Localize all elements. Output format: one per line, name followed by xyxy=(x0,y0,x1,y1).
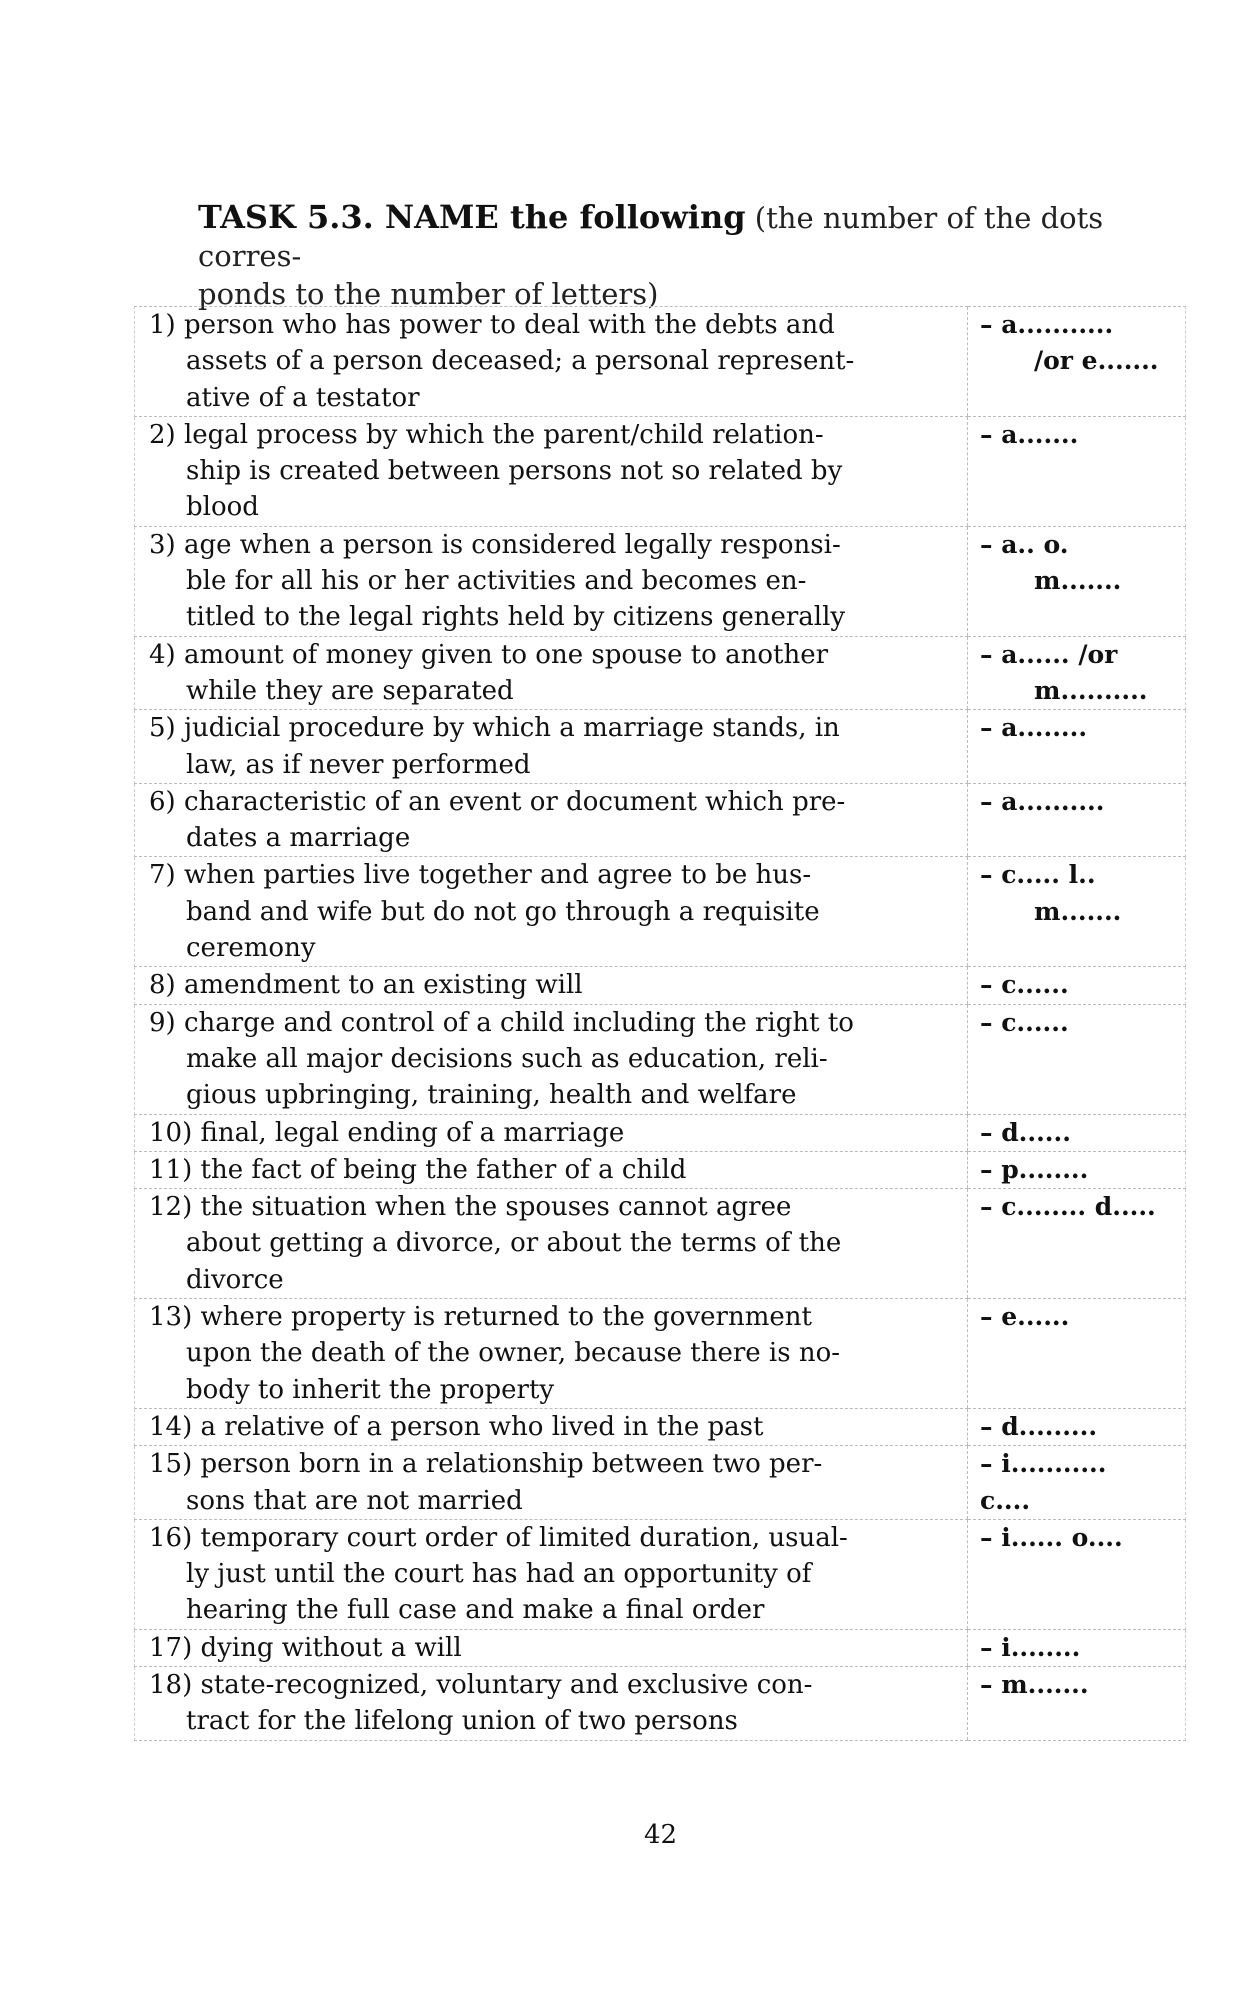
definition-line: titled to the legal rights held by citizens generally xyxy=(186,602,846,633)
answer-hint: – c........ d..... xyxy=(980,1192,1156,1222)
definition-cell xyxy=(135,1629,968,1666)
definition-text: the situation when the spouses cannot agree xyxy=(200,1192,792,1223)
item-number: 10) xyxy=(149,1117,193,1148)
definition-first-line xyxy=(149,710,967,746)
definition-cell xyxy=(135,1189,968,1299)
definition-text: state-recognized, voluntary and exclusive con- xyxy=(200,1669,813,1700)
item-number: 9) xyxy=(149,1007,176,1038)
definition-cell xyxy=(135,710,968,784)
definition-text: judicial procedure by which a marriage stands, in xyxy=(183,713,840,744)
item-number: 12) xyxy=(149,1192,193,1223)
answer-hint: /or e....... xyxy=(1034,346,1159,376)
definition-line: sons that are not married xyxy=(186,1485,523,1516)
table-row xyxy=(135,1519,1186,1629)
answer-hint: – m....... xyxy=(980,1669,1089,1699)
answer-cell xyxy=(968,783,1186,857)
definition-line: body to inherit the property xyxy=(186,1374,555,1405)
table-row xyxy=(135,1666,1186,1740)
item-number: 11) xyxy=(149,1154,193,1185)
definition-text: the fact of being the father of a child xyxy=(200,1154,687,1185)
definition-line: ly just until the court has had an opportunity of xyxy=(186,1559,812,1590)
definition-line: dates a marriage xyxy=(186,823,411,854)
definition-text: characteristic of an event or document which pre- xyxy=(183,786,846,817)
definition-first-line xyxy=(149,1005,967,1041)
item-number: 2) xyxy=(149,419,176,450)
definition-cell xyxy=(135,1519,968,1629)
answer-hint: – c...... xyxy=(980,970,1069,1000)
definition-cell xyxy=(135,1446,968,1520)
table-row xyxy=(135,1004,1186,1114)
answer-cell xyxy=(968,1446,1186,1520)
definition-text: where property is returned to the government xyxy=(200,1302,812,1333)
definition-text: charge and control of a child including the right to xyxy=(183,1007,854,1038)
item-number: 13) xyxy=(149,1302,193,1333)
table-row xyxy=(135,526,1186,636)
answer-hint: – i........ xyxy=(980,1632,1081,1662)
definition-line: divorce xyxy=(186,1264,284,1295)
answer-hint: – a........... xyxy=(980,310,1114,339)
table-row xyxy=(135,857,1186,967)
definition-line: blood xyxy=(186,492,259,523)
answer-cell xyxy=(968,1408,1186,1445)
answer-hint: – c..... l.. xyxy=(980,860,1096,890)
definition-text: a relative of a person who lived in the past xyxy=(200,1411,764,1442)
answer-hint: m.......... xyxy=(1034,675,1148,705)
definition-first-line xyxy=(149,1409,967,1445)
answer-cell xyxy=(968,1114,1186,1151)
answer-hint: – d......... xyxy=(980,1411,1098,1441)
item-number: 6) xyxy=(149,786,176,817)
item-number: 8) xyxy=(149,970,176,1001)
definition-text: dying without a will xyxy=(200,1632,462,1663)
item-number: 7) xyxy=(149,860,176,891)
answer-cell xyxy=(968,857,1186,967)
definition-cell xyxy=(135,1408,968,1445)
definition-cell xyxy=(135,1004,968,1114)
definition-line: gious upbringing, training, health and welfare xyxy=(186,1080,797,1111)
answer-hint: – e...... xyxy=(980,1302,1070,1332)
definition-cell xyxy=(135,1666,968,1740)
answer-hint: – a....... xyxy=(980,419,1079,449)
definition-cell xyxy=(135,307,968,417)
table-row xyxy=(135,1446,1186,1520)
answer-hint: c.... xyxy=(980,1485,1031,1515)
definition-text: amendment to an existing will xyxy=(183,970,583,1001)
definition-text: when parties live together and agree to be hus- xyxy=(183,860,812,891)
definition-cell xyxy=(135,1299,968,1409)
item-number: 5) xyxy=(149,713,176,744)
definition-first-line xyxy=(149,967,967,1003)
definition-line: hearing the full case and make a final order xyxy=(186,1595,765,1626)
definition-text: person born in a relationship between two per- xyxy=(200,1449,823,1480)
definition-first-line xyxy=(149,1115,967,1151)
page-number: 42 xyxy=(644,1820,678,1850)
definition-line: while they are separated xyxy=(186,675,514,706)
definition-first-line xyxy=(149,857,967,893)
definition-first-line xyxy=(149,417,967,453)
task-title xyxy=(198,198,1198,313)
definition-first-line xyxy=(149,1630,967,1666)
definitions-table xyxy=(134,306,1186,1741)
table-row xyxy=(135,710,1186,784)
answer-hint: – a.......... xyxy=(980,786,1105,816)
answer-cell xyxy=(968,1299,1186,1409)
answer-cell xyxy=(968,1189,1186,1299)
definition-cell xyxy=(135,526,968,636)
definition-first-line xyxy=(149,1667,967,1703)
table-row xyxy=(135,636,1186,710)
table-row xyxy=(135,967,1186,1004)
definition-line: about getting a divorce, or about the terms of the xyxy=(186,1228,842,1259)
definition-text: temporary court order of limited duration, usual- xyxy=(200,1522,848,1553)
task-instruction-line2: ponds to the number of letters) xyxy=(198,277,659,311)
definition-line: law, as if never performed xyxy=(186,749,531,780)
definition-cell xyxy=(135,1151,968,1188)
definition-line: upon the death of the owner, because there is no- xyxy=(186,1338,841,1369)
answer-hint: – a.. o. xyxy=(980,529,1069,559)
definition-text: legal process by which the parent/child relation- xyxy=(183,419,824,450)
task-instruction: (the number of the dots corres- xyxy=(198,201,1104,273)
definition-line: ceremony xyxy=(186,933,316,964)
answer-hint: m....... xyxy=(1034,896,1122,926)
item-number: 14) xyxy=(149,1411,193,1442)
definition-line: ship is created between persons not so related by xyxy=(186,456,843,487)
answer-hint: – c...... xyxy=(980,1007,1069,1037)
answer-hint: – p........ xyxy=(980,1154,1089,1184)
definition-first-line xyxy=(149,1446,967,1482)
definition-cell xyxy=(135,416,968,526)
definition-first-line xyxy=(149,307,967,343)
definition-line: assets of a person deceased; a personal represent- xyxy=(186,346,855,377)
definition-first-line xyxy=(149,527,967,563)
item-number: 1) xyxy=(149,310,176,340)
answer-hint: – i...... o.... xyxy=(980,1522,1123,1552)
definition-text: final, legal ending of a marriage xyxy=(200,1117,625,1148)
item-number: 15) xyxy=(149,1449,193,1480)
table-row xyxy=(135,1151,1186,1188)
definition-first-line xyxy=(149,1152,967,1188)
table-row xyxy=(135,1189,1186,1299)
definition-text: age when a person is considered legally responsi- xyxy=(183,529,841,560)
answer-hint: – a...... /or xyxy=(980,639,1118,669)
table-row xyxy=(135,1299,1186,1409)
definition-line: make all major decisions such as education, reli- xyxy=(186,1043,828,1074)
answer-cell xyxy=(968,1004,1186,1114)
answer-hint: m....... xyxy=(1034,566,1122,596)
item-number: 17) xyxy=(149,1632,193,1663)
item-number: 18) xyxy=(149,1669,193,1700)
answer-cell xyxy=(968,1519,1186,1629)
definition-text: person who has power to deal with the debts and xyxy=(183,310,835,340)
task-heading: TASK 5.3. NAME the following xyxy=(198,198,746,236)
item-number: 3) xyxy=(149,529,176,560)
table-row xyxy=(135,783,1186,857)
answer-cell xyxy=(968,1666,1186,1740)
item-number: 16) xyxy=(149,1522,193,1553)
definition-line: band and wife but do not go through a requisite xyxy=(186,896,820,927)
answer-hint: – a........ xyxy=(980,713,1088,743)
answer-cell xyxy=(968,526,1186,636)
definition-cell xyxy=(135,636,968,710)
table-row xyxy=(135,1408,1186,1445)
answer-hint: – i........... xyxy=(980,1449,1107,1479)
definition-first-line xyxy=(149,637,967,673)
table-row xyxy=(135,1629,1186,1666)
table-row xyxy=(135,307,1186,417)
definition-first-line xyxy=(149,784,967,820)
definition-line: ative of a testator xyxy=(186,382,420,413)
definition-line: ble for all his or her activities and becomes en- xyxy=(186,566,807,597)
definition-first-line xyxy=(149,1299,967,1335)
item-number: 4) xyxy=(149,639,176,670)
answer-cell xyxy=(968,710,1186,784)
table-row xyxy=(135,416,1186,526)
answer-cell xyxy=(968,307,1186,417)
definition-first-line xyxy=(149,1189,967,1225)
answer-cell xyxy=(968,1151,1186,1188)
answer-cell xyxy=(968,636,1186,710)
definition-first-line xyxy=(149,1520,967,1556)
answer-cell xyxy=(968,416,1186,526)
answer-cell xyxy=(968,1629,1186,1666)
definition-cell xyxy=(135,1114,968,1151)
answer-hint: – d...... xyxy=(980,1117,1071,1147)
answer-cell xyxy=(968,967,1186,1004)
definition-line: tract for the lifelong union of two persons xyxy=(186,1706,738,1737)
definition-cell xyxy=(135,967,968,1004)
definition-text: amount of money given to one spouse to another xyxy=(183,639,829,670)
definition-cell xyxy=(135,857,968,967)
definition-cell xyxy=(135,783,968,857)
table-row xyxy=(135,1114,1186,1151)
